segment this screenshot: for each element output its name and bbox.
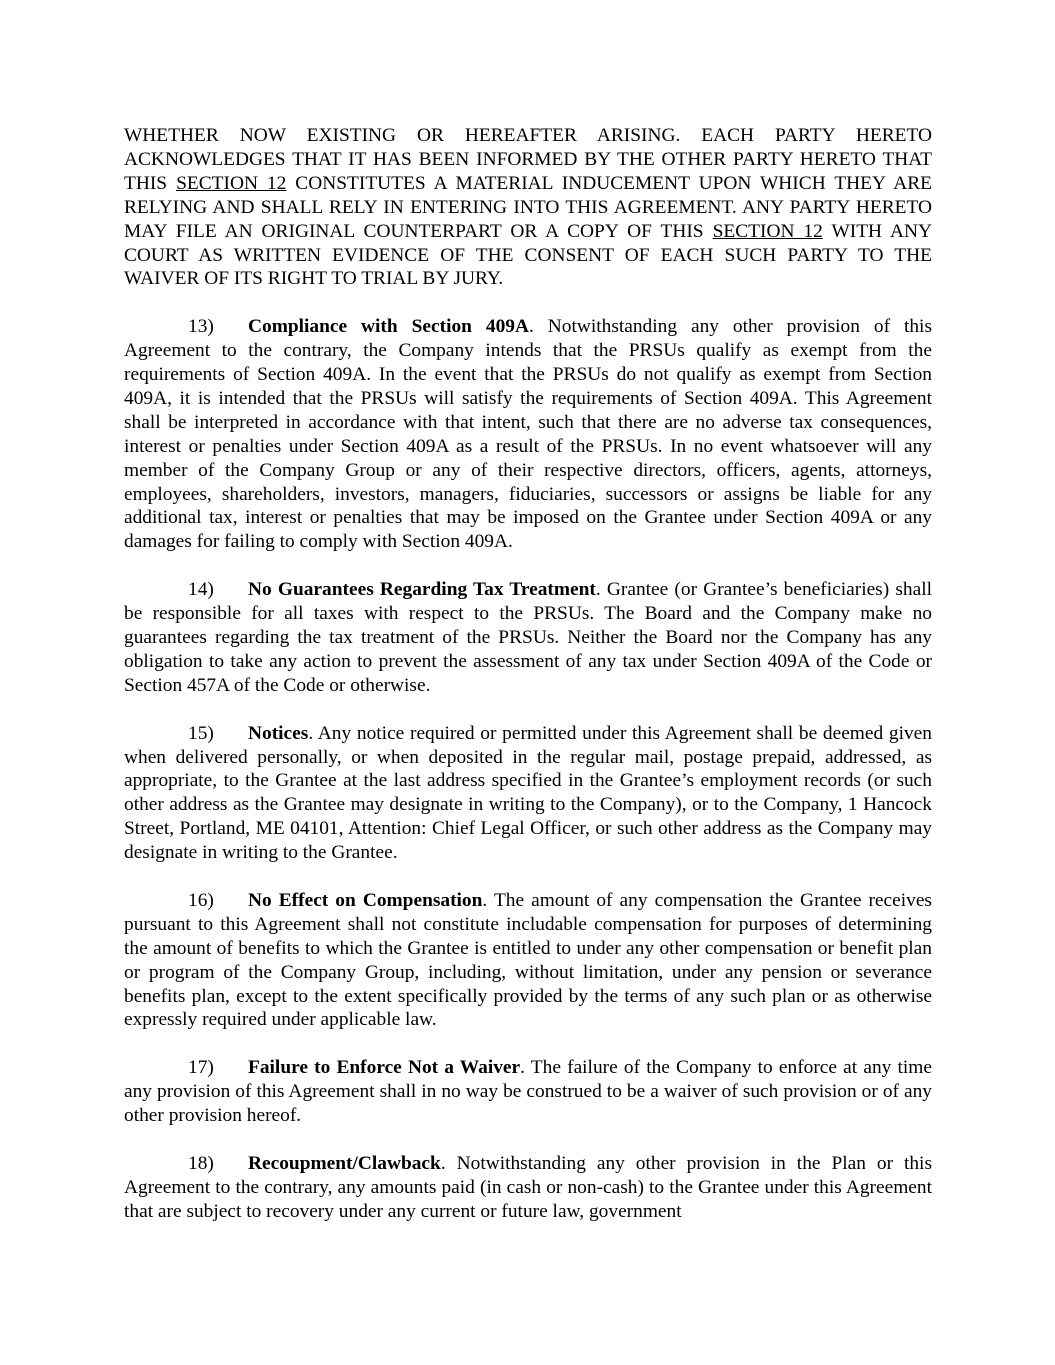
section-15-notices (124, 722, 932, 865)
section-number: 16) (188, 889, 214, 911)
section-number: 14) (188, 579, 214, 601)
section-heading: Recoupment/Clawback (248, 1152, 441, 1174)
section-17-waiver (124, 1056, 932, 1128)
section-18-clawback (124, 1152, 932, 1224)
section-14-tax-treatment (124, 578, 932, 698)
waiver-text-part2: CONSTITUTES A MATERIAL INDUCEMENT UPON WHICH THEY ARE RELYING AND SHALL RELY IN ENTERING INTO THIS AGREEMENT. ANY PARTY HERETO MAY FILE AN ORIGINAL COUNTERPART OR A COPY OF THIS (124, 172, 933, 242)
document-page (124, 124, 932, 1247)
section-12-reference: SECTION 12 (712, 220, 823, 242)
section-body: . The failure of the Company to enforce at any time any provision of this Agreement shall in no way be construed to be a waiver of such provision or of any other provision hereof. (124, 1057, 932, 1127)
section-heading: No Effect on Compensation (248, 889, 483, 911)
section-number: 15) (188, 722, 214, 744)
section-12-reference: SECTION 12 (176, 172, 287, 194)
section-heading: Notices (248, 722, 309, 744)
section-heading: Compliance with Section 409A (248, 316, 529, 338)
section-number: 17) (188, 1057, 214, 1079)
section-heading: Failure to Enforce Not a Waiver (248, 1057, 521, 1079)
section-number: 13) (188, 316, 214, 338)
section-number: 18) (188, 1152, 214, 1174)
section-body: . Any notice required or permitted under this Agreement shall be deemed given when delivered personally, or when deposited in the regular mail, postage prepaid, addressed, as appropriate, to the Grantee at the last address specified in the Grantee’s employment records (or such other address as the Grantee may designate in writing to the Company), or to the Company, 1 Hancock Street, Portland, ME 04101, Attention: Chief Legal Officer, or such other address as the Company may designate in writing to the Grantee. (124, 722, 932, 864)
section-body: . Notwithstanding any other provision in the Plan or this Agreement to the contrary, any amounts paid (in cash or non-cash) to the Grantee under this Agreement that are subject to recovery under any current or future law, government (124, 1152, 932, 1222)
waiver-text-part3: WITH ANY COURT AS WRITTEN EVIDENCE OF THE CONSENT OF EACH SUCH PARTY TO THE WAIVER OF ITS RIGHT TO TRIAL BY JURY. (124, 220, 932, 290)
section-heading: No Guarantees Regarding Tax Treatment (248, 579, 596, 601)
section-13-compliance-409a (124, 315, 932, 554)
jury-waiver-paragraph (124, 124, 932, 291)
section-16-compensation (124, 889, 932, 1032)
section-body: . The amount of any compensation the Grantee receives pursuant to this Agreement shall not constitute includable compensation for purposes of determining the amount of benefits to which the Grantee is entitled to under any other compensation or benefit plan or program of the Company Group, including, without limitation, under any pension or severance benefits plan, except to the extent specifically provided by the terms of any such plan or as otherwise expressly required under applicable law. (124, 889, 932, 1031)
waiver-text-part1: WHETHER NOW EXISTING OR HEREAFTER ARISING. EACH PARTY HERETO ACKNOWLEDGES THAT IT HAS BEEN INFORMED BY THE OTHER PARTY HERETO THAT THIS (124, 125, 932, 194)
section-body: . Notwithstanding any other provision of this Agreement to the contrary, the Company intends that the PRSUs qualify as exempt from the requirements of Section 409A. In the event that the PRSUs do not qualify as exempt from Section 409A, it is intended that the PRSUs will satisfy the requirements of Section 409A. This Agreement shall be interpreted in accordance with that intent, such that there are no adverse tax consequences, interest or penalties under Section 409A as a result of the PRSUs. In no event whatsoever will any member of the Company Group or any of their respective directors, officers, agents, attorneys, employees, shareholders, investors, managers, fiduciaries, successors or assigns be liable for any additional tax, interest or penalties that may be imposed on the Grantee under Section 409A or any damages for failing to comply with Section 409A. (124, 316, 932, 553)
section-body: . Grantee (or Grantee’s beneficiaries) shall be responsible for all taxes with respect to the PRSUs. The Board and the Company make no guarantees regarding the tax treatment of the PRSUs. Neither the Board nor the Company has any obligation to take any action to prevent the assessment of any tax under Section 409A of the Code or Section 457A of the Code or otherwise. (124, 579, 932, 696)
